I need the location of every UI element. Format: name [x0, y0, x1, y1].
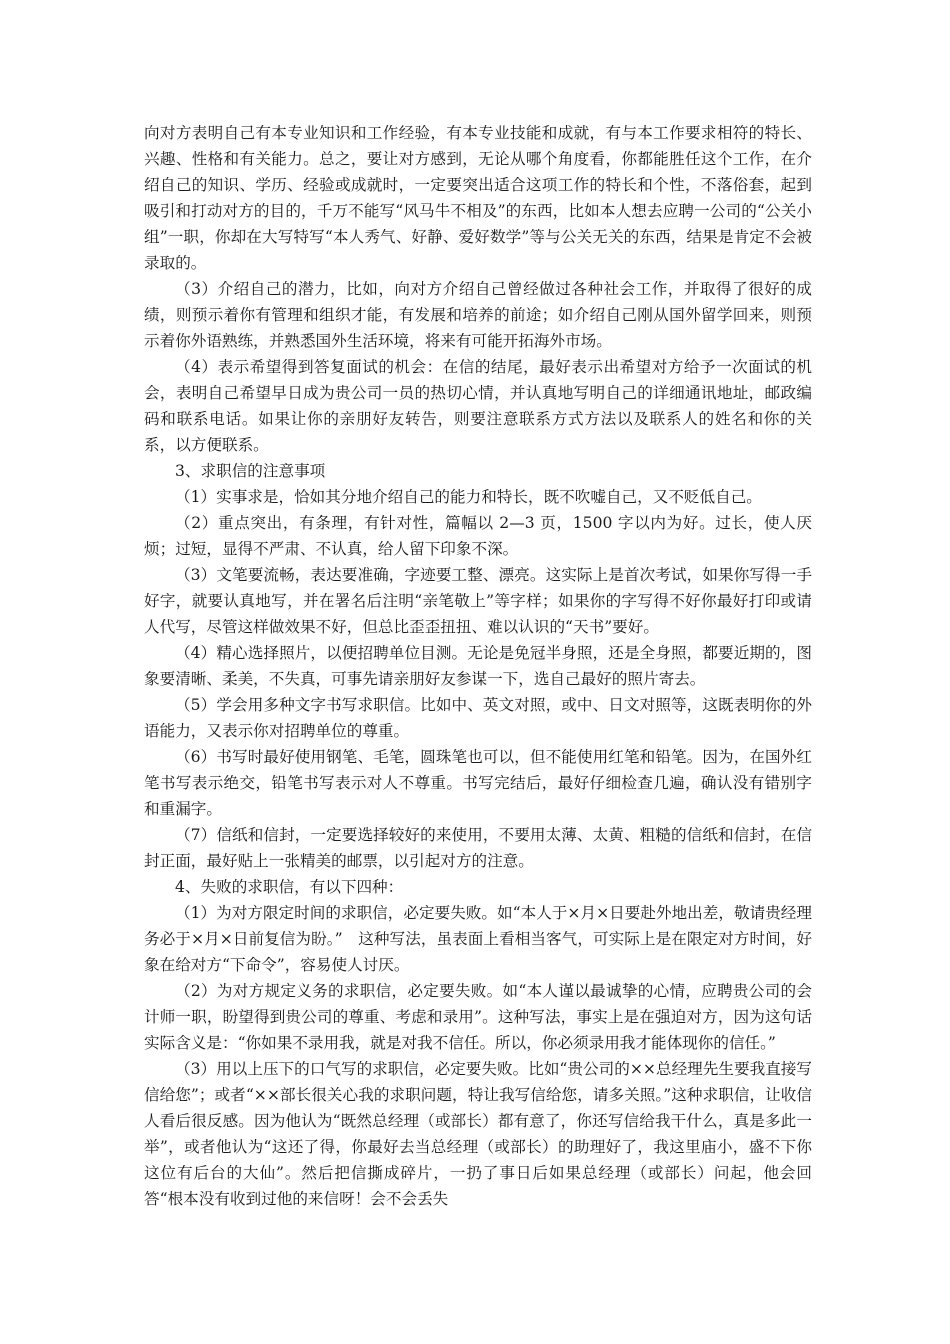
paragraph-note-7: （7）信纸和信封，一定要选择较好的来使用，不要用太薄、太黄、粗糙的信纸和信封，在信封正面，最好贴上一张精美的邮票，以引起对方的注意。: [144, 826, 812, 870]
paragraph-failure-1: （1）为对方限定时间的求职信，必定要失败。如“本人于×月×日要赴外地出差，敬请贵经理务必于×月×日前复信为盼。” 这种写法，虽表面上看相当客气，可实际上是在限定对方时间，好象在给对方“下命令”，容易使人讨厌。: [144, 904, 812, 974]
section-heading-failures: 4、失败的求职信，有以下四种：: [175, 878, 404, 896]
paragraph-failure-2: （2）为对方规定义务的求职信，必定要失败。如“本人谨以最诚挚的心情，应聘贵公司的会计师一职，盼望得到贵公司的尊重、考虑和录用”。这种写法，事实上是在强迫对方，因为这句话实际含义是：“你如果不录用我，就是对我不信任。所以，你必须录用我才能体现你的信任。”: [144, 982, 812, 1052]
paragraph-note-4: （4）精心选择照片，以便招聘单位目测。无论是免冠半身照，还是全身照，都要近期的，图象要清晰、柔美，不失真，可事先请亲朋好友参谋一下，选自己最好的照片寄去。: [144, 644, 812, 688]
paragraph-note-1: （1）实事求是，恰如其分地介绍自己的能力和特长，既不吹嘘自己，又不贬低自己。: [175, 488, 762, 506]
paragraph-note-6: （6）书写时最好使用钢笔、毛笔，圆珠笔也可以，但不能使用红笔和铅笔。因为，在国外红笔书写表示绝交，铅笔书写表示对人不尊重。书写完结后，最好仔细检查几遍，确认没有错别字和重漏字。: [144, 748, 812, 818]
paragraph-failure-3: （3）用以上压下的口气写的求职信，必定要失败。比如“贵公司的××总经理先生要我直接写信给您”；或者“××部长很关心我的求职问题，特让我写信给您，请多关照。”这种求职信，让收信人看后很反感。因为他认为“既然总经理（或部长）都有意了，你还写信给我干什么，真是多此一举”，或者他认为“这还了得，你最好去当总经理（或部长）的助理好了，我这里庙小，盛不下你这位有后台的大仙”。然后把信撕成碎片，一扔了事日后如果总经理（或部长）问起，他会回答“根本没有收到过他的来信呀！会不会丢失: [144, 1060, 812, 1208]
paragraph-note-3: （3）文笔要流畅，表达要准确，字迹要工整、漂亮。这实际上是首次考试，如果你写得一手好字，就要认真地写，并在署名后注明“亲笔敬上”等字样；如果你的字写得不好你最好打印或请人代写，尽管这样做效果不好，但总比歪歪扭扭、难以认识的“天书”要好。: [144, 566, 812, 636]
paragraph-intro-continued: 向对方表明自己有本专业知识和工作经验，有本专业技能和成就，有与本工作要求相符的特长、兴趣、性格和有关能力。总之，要让对方感到，无论从哪个角度看，你都能胜任这个工作，在介绍自己的知识、学历、经验或成就时，一定要突出适合这项工作的特长和个性，不落俗套，起到吸引和打动对方的目的，千万不能写“风马牛不相及”的东西，比如本人想去应聘一公司的“公关小组”一职，你却在大写特写“本人秀气、好静、爱好数学”等与公关无关的东西，结果是肯定不会被录取的。: [144, 124, 812, 272]
paragraph-point-4-interview: （4）表示希望得到答复面试的机会：在信的结尾，最好表示出希望对方给予一次面试的机会，表明自己希望早日成为贵公司一员的热切心情，并认真地写明自己的详细通讯地址，邮政编码和联系电话。如果让你的亲朋好友转告，则要注意联系方式方法以及联系人的姓名和你的关系，以方便联系。: [144, 358, 812, 454]
document-page: [144, 120, 812, 1212]
section-heading-notes: 3、求职信的注意事项: [175, 462, 326, 480]
paragraph-note-2: （2）重点突出，有条理，有针对性，篇幅以 2—3 页，1500 字以内为好。过长，使人厌烦；过短，显得不严肃、不认真，给人留下印象不深。: [144, 514, 812, 558]
paragraph-point-3-potential: （3）介绍自己的潜力，比如，向对方介绍自己曾经做过各种社会工作，并取得了很好的成绩，则预示着你有管理和组织才能，有发展和培养的前途；如介绍自己刚从国外留学回来，则预示着你外语熟练，并熟悉国外生活环境，将来有可能开拓海外市场。: [144, 280, 812, 350]
paragraph-note-5: （5）学会用多种文字书写求职信。比如中、英文对照，或中、日文对照等，这既表明你的外语能力，又表示你对招聘单位的尊重。: [144, 696, 812, 740]
